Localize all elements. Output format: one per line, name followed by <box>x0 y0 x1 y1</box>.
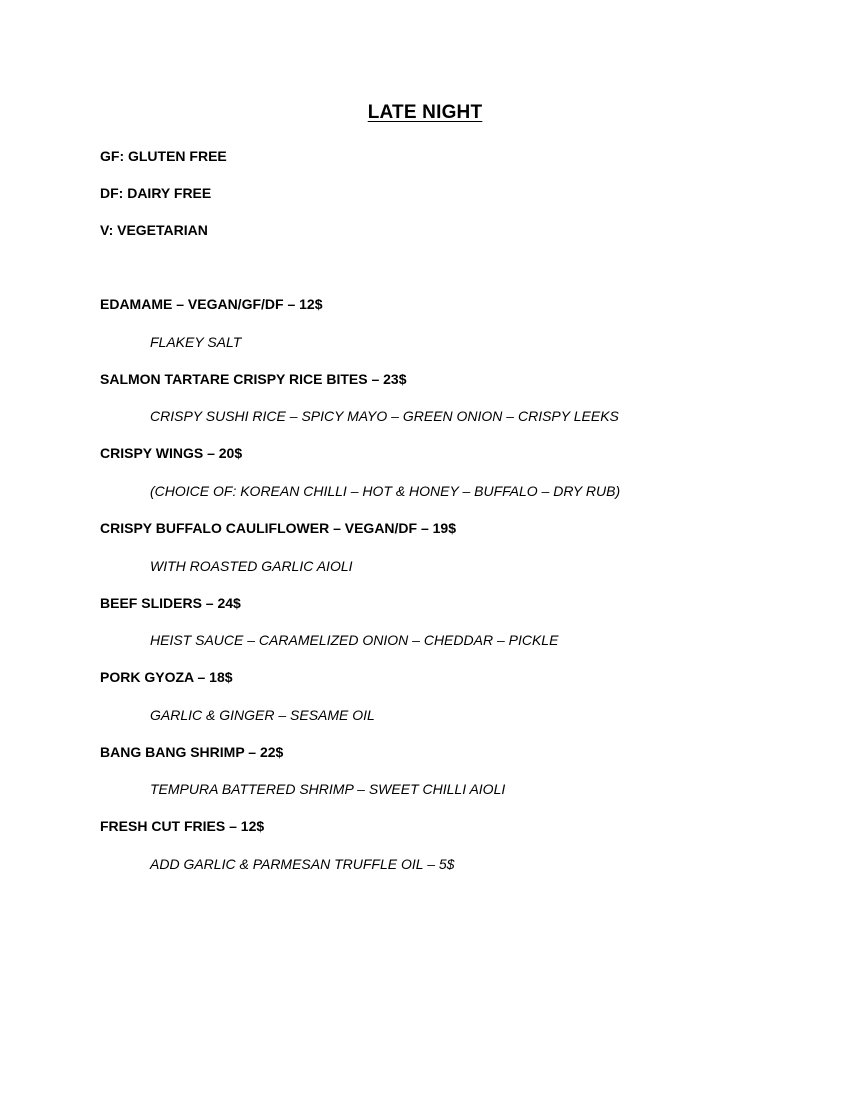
menu-item-bang-bang-shrimp-description: TEMPURA BATTERED SHRIMP – SWEET CHILLI AIOLI <box>150 781 506 797</box>
menu-item-crispy-wings-description: (CHOICE OF: KOREAN CHILLI – HOT & HONEY – BUFFALO – DRY RUB) <box>150 483 621 499</box>
menu-item-edamame: EDAMAME – VEGAN/GF/DF – 12$ <box>100 296 323 312</box>
menu-item-edamame-description: FLAKEY SALT <box>150 334 242 350</box>
legend-gluten-free: GF: GLUTEN FREE <box>100 148 227 164</box>
menu-item-buffalo-cauliflower: CRISPY BUFFALO CAULIFLOWER – VEGAN/DF – 19$ <box>100 520 457 536</box>
page-title: LATE NIGHT <box>367 102 483 123</box>
menu-item-bang-bang-shrimp: BANG BANG SHRIMP – 22$ <box>100 744 284 760</box>
legend-vegetarian: V: VEGETARIAN <box>100 222 208 238</box>
menu-item-fresh-cut-fries: FRESH CUT FRIES – 12$ <box>100 818 265 834</box>
menu-item-fresh-cut-fries-description: ADD GARLIC & PARMESAN TRUFFLE OIL – 5$ <box>150 856 455 872</box>
menu-item-salmon-tartare: SALMON TARTARE CRISPY RICE BITES – 23$ <box>100 371 407 387</box>
menu-item-pork-gyoza: PORK GYOZA – 18$ <box>100 669 233 685</box>
menu-item-buffalo-cauliflower-description: WITH ROASTED GARLIC AIOLI <box>150 558 353 574</box>
legend-dairy-free: DF: DAIRY FREE <box>100 185 212 201</box>
menu-item-beef-sliders-description: HEIST SAUCE – CARAMELIZED ONION – CHEDDAR – PICKLE <box>150 632 559 648</box>
menu-item-salmon-tartare-description: CRISPY SUSHI RICE – SPICY MAYO – GREEN ONION – CRISPY LEEKS <box>150 408 619 424</box>
menu-item-crispy-wings: CRISPY WINGS – 20$ <box>100 445 243 461</box>
menu-item-pork-gyoza-description: GARLIC & GINGER – SESAME OIL <box>150 707 375 723</box>
menu-item-beef-sliders: BEEF SLIDERS – 24$ <box>100 595 241 611</box>
